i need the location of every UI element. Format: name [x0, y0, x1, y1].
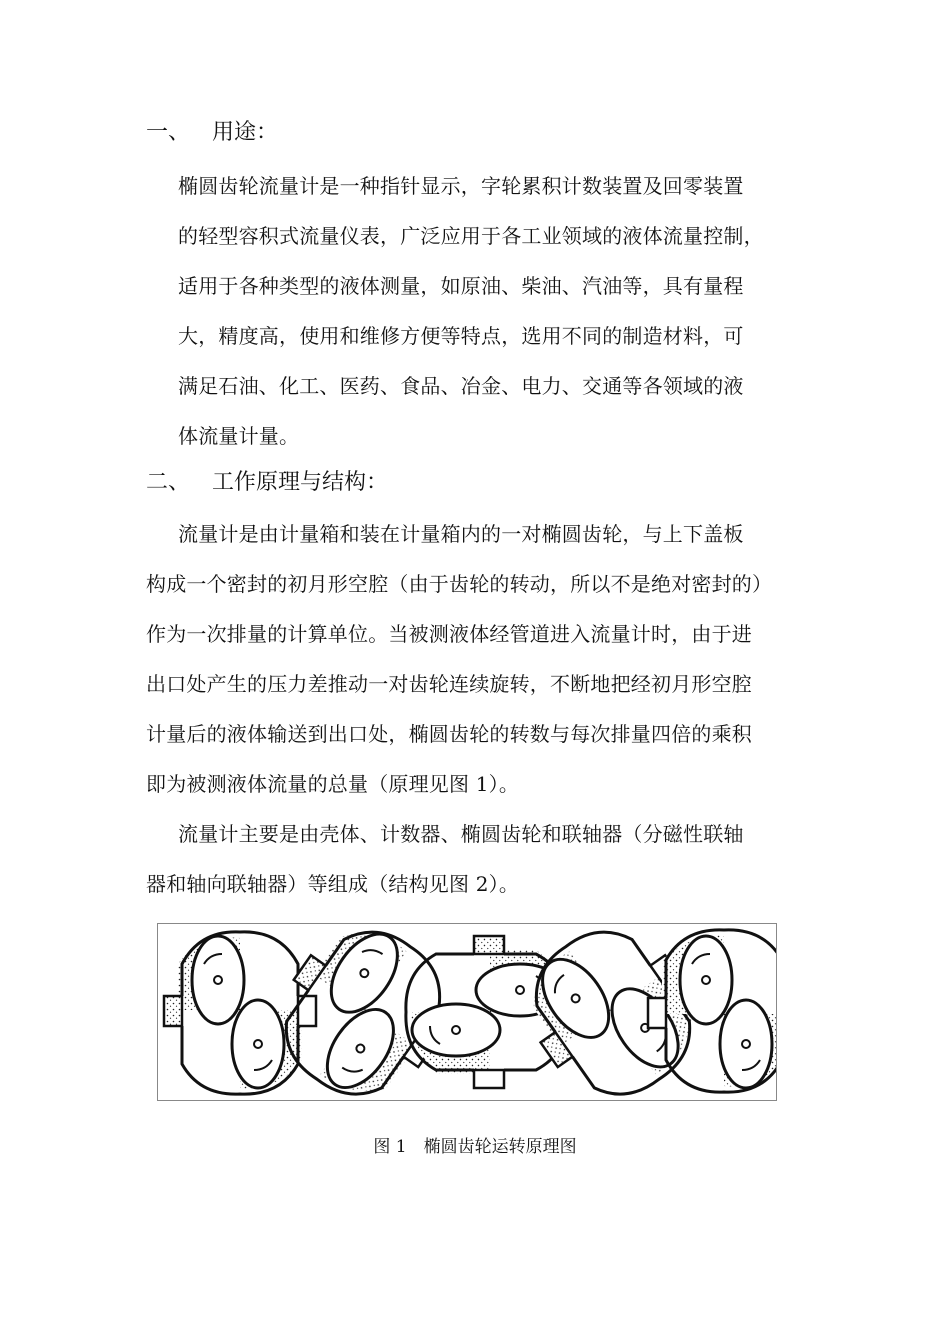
- section-1-number: 一、: [146, 120, 191, 145]
- oval-gear-diagram: [158, 924, 776, 1100]
- paragraph-line: 计量后的液体输送到出口处，椭圆齿轮的转数与每次排量四倍的乘积: [146, 722, 752, 746]
- section-2-title: 工作原理与结构：: [212, 470, 389, 495]
- paragraph-line: 椭圆齿轮流量计是一种指针显示，字轮累积计数装置及回零装置: [178, 174, 744, 198]
- paragraph-line: 即为被测液体流量的总量（原理见图 1）。: [146, 772, 520, 796]
- paragraph-line: 构成一个密封的初月形空腔（由于齿轮的转动，所以不是绝对密封的）: [146, 572, 773, 596]
- figure-1-image: [157, 923, 777, 1101]
- section-1-heading: [146, 118, 278, 148]
- paragraph-line: 的轻型容积式流量仪表，广泛应用于各工业领域的液体流量控制，: [178, 224, 764, 248]
- paragraph-line: 体流量计量。: [178, 424, 300, 448]
- gear-stage-5: [648, 930, 776, 1092]
- section-2-heading: [146, 468, 388, 498]
- section-2-number: 二、: [146, 470, 191, 495]
- paragraph-line: 作为一次排量的计算单位。当被测液体经管道进入流量计时，由于进: [146, 622, 752, 646]
- paragraph-line: 流量计是由计量箱和装在计量箱内的一对椭圆齿轮，与上下盖板: [178, 522, 744, 546]
- section-1-title: 用途：: [212, 120, 279, 145]
- paragraph-line: 适用于各种类型的液体测量，如原油、柴油、汽油等，具有量程: [178, 274, 744, 298]
- paragraph-line: 流量计主要是由壳体、计数器、椭圆齿轮和联轴器（分磁性联轴: [178, 822, 744, 846]
- paragraph-line: 大，精度高，使用和维修方便等特点，选用不同的制造材料，可: [178, 324, 744, 348]
- figure-1-caption: 图 1 椭圆齿轮运转原理图: [373, 1137, 577, 1157]
- paragraph-line: 器和轴向联轴器）等组成（结构见图 2）。: [146, 872, 520, 896]
- paragraph-line: 满足石油、化工、医药、食品、冶金、电力、交通等各领域的液: [178, 374, 744, 398]
- paragraph-line: 出口处产生的压力差推动一对齿轮连续旋转，不断地把经初月形空腔: [146, 672, 752, 696]
